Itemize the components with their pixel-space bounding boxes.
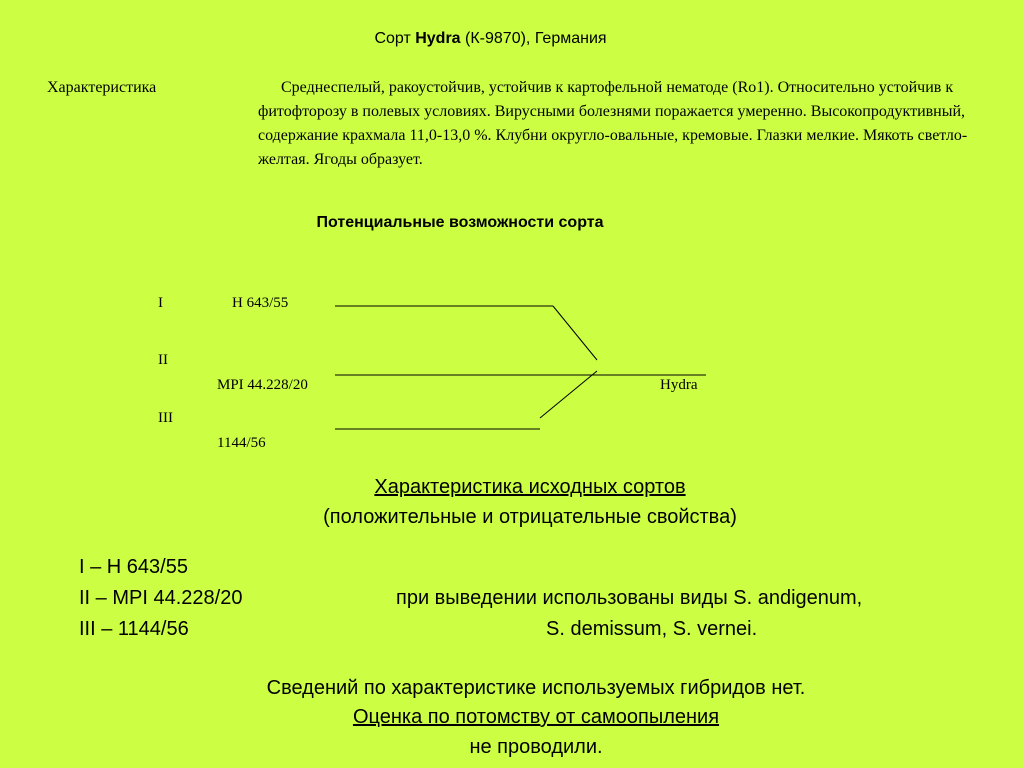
characteristics-label: Характеристика <box>47 79 157 96</box>
parent-2-numeral: II <box>158 352 168 368</box>
parent-3-numeral: III <box>158 410 173 426</box>
species-note-line2: S. demissum, S. vernei. <box>546 618 758 640</box>
source-varieties-heading: Характеристика исходных сортов <box>374 476 686 498</box>
potential-heading: Потенциальные возможности сорта <box>316 214 604 231</box>
offspring-name: Hydra <box>660 377 698 393</box>
connector-line-1 <box>553 306 597 360</box>
footer-line-1: Сведений по характеристике используемых гибридов нет. <box>266 677 806 699</box>
characteristics-text-rest: Относительно устойчив к фитофторозу в полевых условиях. Вирусными болезнями поражается умеренно. Высокопродуктивный, содержание крахмала 11,0-13,0 %. Клубни округло-овальные, кремовые. Глазки мелкие. Мякоть светло-желтая. Ягоды образует. <box>258 79 968 168</box>
characteristics-text-first: Среднеспелый, ракоустойчив, устойчив к картофельной нематоде (Ro1). <box>281 79 774 96</box>
footer-line-2: Оценка по потомству от самоопыления <box>352 706 720 728</box>
connector-line-3 <box>540 371 597 418</box>
parent-1-numeral: I <box>158 295 163 311</box>
parent-2-name: MPI 44.228/20 <box>217 377 308 393</box>
source-item-2: II – MPI 44.228/20 <box>79 587 243 609</box>
source-item-1: I – Н 643/55 <box>79 556 188 578</box>
parent-1-name: Н 643/55 <box>232 295 289 311</box>
title-suffix: (К-9870), Германия <box>465 30 607 47</box>
variety-name: Hydra <box>415 30 461 47</box>
source-varieties-subheading: (положительные и отрицательные свойства) <box>323 506 737 528</box>
footer-line-3: не проводили. <box>469 736 603 758</box>
species-note-line1: при выведении использованы виды S. andigenum, <box>396 587 863 609</box>
source-item-3: III – 1144/56 <box>79 618 189 640</box>
title-prefix: Сорт <box>374 30 411 47</box>
parent-3-name: 1144/56 <box>217 435 266 451</box>
